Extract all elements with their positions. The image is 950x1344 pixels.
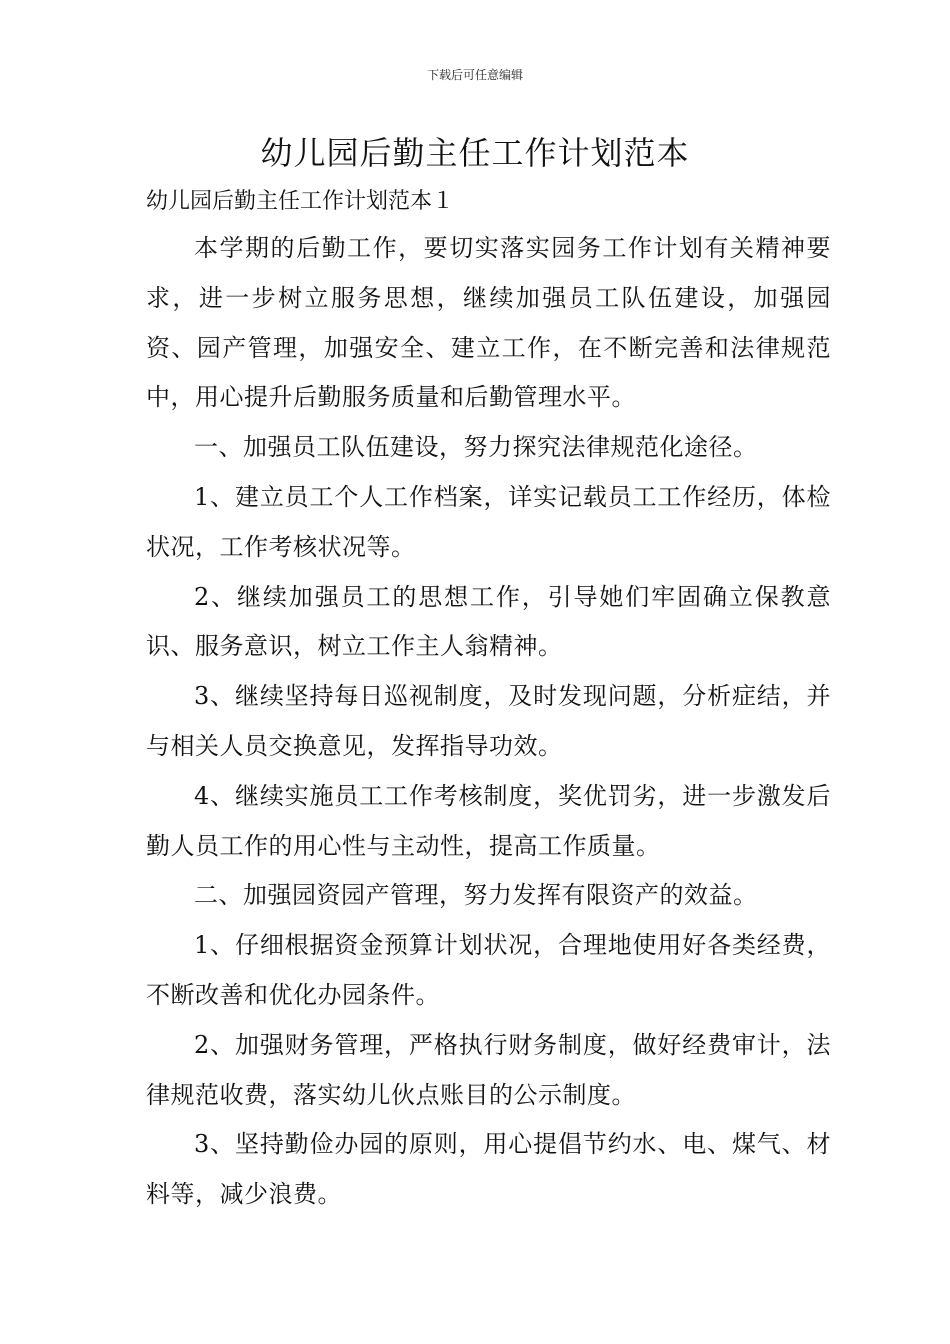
paragraph-item: 1、仔细根据资金预算计划状况，合理地使用好各类经费，不断改善和优化办园条件。	[146, 931, 831, 1009]
paragraph-intro: 本学期的后勤工作，要切实落实园务工作计划有关精神要求，进一步树立服务思想，继续加强员工队伍建设，加强园资、园产管理，加强安全、建立工作，在不断完善和法律规范中，用心提升后勤服务质量和后勤管理水平。	[146, 234, 831, 412]
paragraph-item: 3、坚持勤俭办园的原则，用心提倡节约水、电、煤气、材料等，减少浪费。	[146, 1130, 831, 1209]
document-subtitle: 幼儿园后勤主任工作计划范本１	[146, 189, 455, 214]
paragraph-item: 4、继续实施员工工作考核制度，奖优罚劣，进一步激发后勤人员工作的用心性与主动性，提高工作质量。	[146, 781, 831, 860]
header-note: 下载后可任意编辑	[426, 68, 523, 82]
paragraph-section-1-heading: 一、加强员工队伍建设，努力探究法律规范化途径。	[194, 433, 758, 462]
paragraph-item: 3、继续坚持每日巡视制度，及时发现问题，分析症结，并与相关人员交换意见，发挥指导功效。	[146, 682, 831, 760]
document-body	[146, 224, 831, 1220]
document-title: 幼儿园后勤主任工作计划范本	[260, 134, 690, 172]
paragraph-item: 2、加强财务管理，严格执行财务制度，做好经费审计，法律规范收费，落实幼儿伙点账目的公示制度。	[146, 1030, 831, 1109]
paragraph-item: 1、建立员工个人工作档案，详实记载员工工作经历，体检状况，工作考核状况等。	[146, 482, 831, 561]
paragraph-item: 2、继续加强员工的思想工作，引导她们牢固确立保教意识、服务意识，树立工作主人翁精神。	[146, 582, 831, 661]
paragraph-section-2-heading: 二、加强园资园产管理，努力发挥有限资产的效益。	[194, 881, 758, 910]
